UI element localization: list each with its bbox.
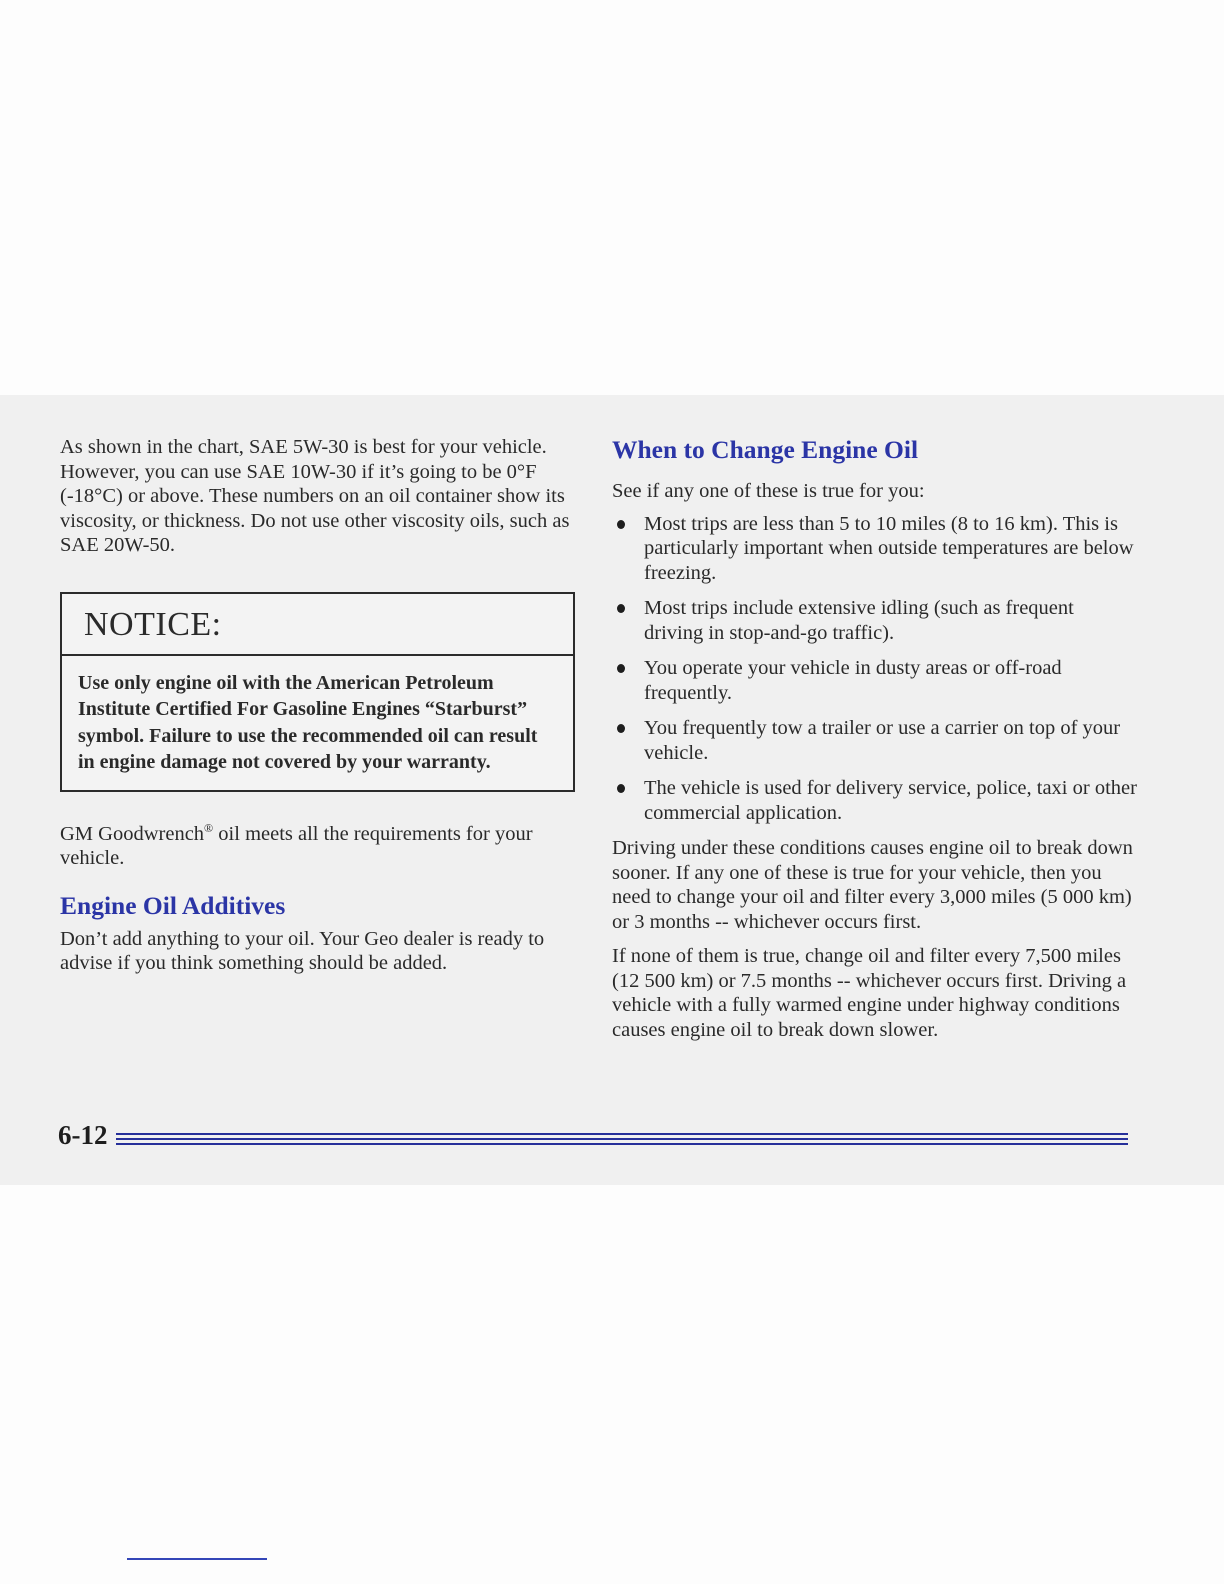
conditions-paragraph: Driving under these conditions causes engine oil to break down sooner. If any one of these is true for your vehicle, then you need to change your oil and filter every 3,000 miles (5 000 km) or 3 months -- whichever occurs first. [612, 837, 1133, 933]
goodwrench-brand: GM Goodwrench [60, 822, 205, 845]
page-footer [58, 1120, 1128, 1160]
page-number: 6-12 [58, 1120, 108, 1150]
notice-body: Use only engine oil with the American Petroleum Institute Certified For Gasoline Engines “Starburst” symbol. Failure to use the recommended oil can result in engine damage not covered by your warranty. [78, 671, 538, 773]
conditions-list [612, 512, 1137, 826]
change-oil-heading: When to Change Engine Oil [612, 435, 919, 464]
bullet-icon [617, 520, 625, 529]
list-item: Most trips include extensive idling (such as frequent driving in stop-and-go traffic). [612, 596, 1137, 645]
footer-rule [116, 1133, 1128, 1135]
viscosity-paragraph: As shown in the chart, SAE 5W-30 is best for your vehicle. However, you can use SAE 10W-30 if it’s going to be 0°F (-18°C) or above. These numbers on an oil container show its viscosity, or thickness. Do not use other viscosity oils, such as SAE 20W-50. [60, 436, 570, 556]
footer-rule [116, 1138, 1128, 1140]
bullet-icon [617, 784, 625, 793]
bullet-icon [617, 604, 625, 613]
change-oil-lead: See if any one of these is true for you: [612, 480, 925, 502]
bullet-icon [617, 664, 625, 673]
bullet-icon [617, 724, 625, 733]
right-column [612, 435, 1137, 1042]
goodwrench-paragraph [60, 816, 580, 871]
additives-paragraph: Don’t add anything to your oil. Your Geo dealer is ready to advise if you think something should be added. [60, 927, 545, 974]
footer-rule [116, 1143, 1128, 1145]
list-item: You operate your vehicle in dusty areas or off-road frequently. [612, 656, 1137, 705]
normal-interval-paragraph: If none of them is true, change oil and filter every 7,500 miles (12 500 km) or 7.5 months -- whichever occurs first. Driving a vehicle with a fully warmed engine under highway conditions causes engine oil to break down slower. [612, 945, 1127, 1041]
registered-mark: ® [204, 820, 214, 835]
additives-heading: Engine Oil Additives [60, 890, 286, 920]
list-item: You frequently tow a trailer or use a carrier on top of your vehicle. [612, 716, 1137, 765]
bottom-link-underline [127, 1558, 267, 1560]
left-column [60, 435, 580, 976]
list-item: The vehicle is used for delivery service, police, taxi or other commercial application. [612, 776, 1137, 825]
goodwrench-text: oil meets all the requirements for your vehicle. [60, 822, 533, 869]
notice-title: NOTICE: [62, 594, 573, 656]
notice-box [60, 592, 575, 792]
list-item: Most trips are less than 5 to 10 miles (8 to 16 km). This is particularly important when outside temperatures are below freezing. [612, 512, 1137, 586]
